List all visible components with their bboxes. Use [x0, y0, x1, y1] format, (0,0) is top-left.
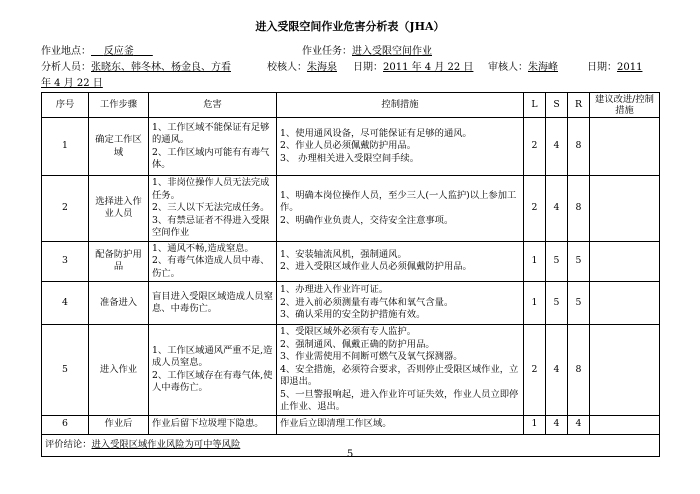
header-s: S: [546, 93, 568, 118]
header-control: 控制措施: [277, 93, 524, 118]
location-label: 作业地点：: [41, 46, 91, 57]
row-l: 2: [524, 176, 546, 242]
row-suggest: [590, 176, 660, 242]
table-row: [42, 282, 660, 325]
task-line: [302, 42, 432, 57]
auditor-line: [488, 58, 558, 73]
row-l: 1: [524, 415, 546, 434]
table-row: [42, 415, 660, 434]
row-step: 确定工作区域: [89, 118, 149, 176]
date1-value: 2011 年 4 月 22 日: [383, 62, 474, 73]
date1-line: [353, 58, 473, 73]
row-s: 4: [546, 176, 568, 242]
date2-label: 日期：: [587, 62, 617, 73]
row-suggest: [590, 241, 660, 282]
row-r: 8: [568, 325, 590, 416]
row-l: 1: [524, 241, 546, 282]
date2-value: 2011: [617, 62, 643, 73]
row-hazard: 1、工作区域不能保证有足够的通风。 2、工作区域内可能有有毒气体。: [149, 118, 277, 176]
header-row: [42, 93, 660, 118]
row-s: 4: [546, 118, 568, 176]
row-suggest: [590, 282, 660, 325]
row-step: 作业后: [89, 415, 149, 434]
row-no: 5: [42, 325, 89, 416]
location-line: [41, 42, 153, 57]
row-control: 作业后立即清理工作区域。: [277, 415, 524, 434]
row-control: 1、明确本岗位操作人员，至少三人(一人监护)以上参加工作。 2、明确作业负责人，交待安全注意事项。: [277, 176, 524, 242]
task-value: 进入受限空间作业: [352, 46, 432, 57]
row-s: 4: [546, 415, 568, 434]
reviewer-value: 朱海泉: [307, 62, 337, 73]
header-suggest: 建议改进/控制措施: [590, 93, 660, 118]
row-no: 3: [42, 241, 89, 282]
row-hazard: 盲目进入受限区域造成人员窒息、中毒伤亡。: [149, 282, 277, 325]
row-control: 1、办理进入作业许可证。 2、进入前必须测量有毒气体和氧气含量。 3、确认采用的安全防护措施有效。: [277, 282, 524, 325]
jha-table: [41, 92, 660, 457]
header-r: R: [568, 93, 590, 118]
row-suggest: [590, 415, 660, 434]
row-s: 4: [546, 325, 568, 416]
location-value: 反应釜: [103, 46, 134, 57]
table-row: [42, 176, 660, 242]
row-l: 2: [524, 325, 546, 416]
date2-line: [587, 58, 642, 73]
row-no: 6: [42, 415, 89, 434]
row-hazard: 1、通风不畅,造成窒息。 2、有毒气体造成人员中毒、伤亡。: [149, 241, 277, 282]
analysts-value: 张晓东、韩冬林、杨金良、方看: [91, 62, 231, 73]
document-title: 进入受限空间作业危害分析表（JHA）: [255, 20, 445, 33]
row-r: 8: [568, 176, 590, 242]
auditor-value: 朱海峰: [528, 62, 558, 73]
date1-label: 日期：: [353, 62, 383, 73]
row-l: 1: [524, 282, 546, 325]
row-hazard: 作业后留下垃圾埋下隐患。: [149, 415, 277, 434]
header-l: L: [524, 93, 546, 118]
auditor-label: 审核人：: [488, 62, 528, 73]
reviewer-line: [267, 58, 337, 73]
header-step: 工作步骤: [89, 93, 149, 118]
table-row: [42, 325, 660, 416]
row-suggest: [590, 325, 660, 416]
task-label: 作业任务：: [302, 46, 352, 57]
analysts-line: [41, 58, 231, 73]
conclusion-label: 评价结论：: [45, 438, 92, 450]
row-r: 5: [568, 241, 590, 282]
row-hazard: 1、非岗位操作人员无法完成任务。 2、三人以下无法完成任务。 3、有禁忌证者不得进入受限空间作业: [149, 176, 277, 242]
row-no: 1: [42, 118, 89, 176]
row-r: 4: [568, 415, 590, 434]
table-row: [42, 118, 660, 176]
row-control: 1、使用通风设备，尽可能保证有足够的通风。 2、作业人员必须佩戴防护用品。 3、 办理相关进入受限空间手续。: [277, 118, 524, 176]
conclusion-value: 进入受限区域作业风险为可中等风险: [91, 438, 241, 450]
row-r: 8: [568, 118, 590, 176]
row-control: 1、安装轴流风机，强制通风。 2、进入受限区域作业人员必须佩戴防护用品。: [277, 241, 524, 282]
reviewer-label: 校核人：: [267, 62, 307, 73]
row-s: 5: [546, 282, 568, 325]
row-no: 4: [42, 282, 89, 325]
page-number: 5: [346, 449, 354, 460]
row-l: 2: [524, 118, 546, 176]
row-suggest: [590, 118, 660, 176]
row-step: 配备防护用 品: [89, 241, 149, 282]
row-s: 5: [546, 241, 568, 282]
analysts-label: 分析人员：: [41, 62, 91, 73]
header-no: 序号: [42, 93, 89, 118]
date2-cont-value: 年 4 月 22 日: [41, 78, 103, 89]
table-row: [42, 241, 660, 282]
row-control: 1、受限区域外必须有专人监护。 2、强制通风、佩戴正确的防护用品。 3、作业需使用不间断可燃气及氧气探测器。 4、安全措施，必须符合要求，否则停止受限区域作业，立即退出。 5、一旦警报响起，进入作业许可证失效，作业人员立即停止作业、退出。: [277, 325, 524, 416]
date2-continued: [41, 74, 103, 89]
row-step: 选择进入作业人员: [89, 176, 149, 242]
row-step: 准备进入: [89, 282, 149, 325]
row-r: 5: [568, 282, 590, 325]
row-no: 2: [42, 176, 89, 242]
row-hazard: 1、工作区域通风严重不足,造成人员窒息。 2、工作区域存在有毒气体,使人中毒伤亡。: [149, 325, 277, 416]
header-hazard: 危害: [149, 93, 277, 118]
row-step: 进入作业: [89, 325, 149, 416]
